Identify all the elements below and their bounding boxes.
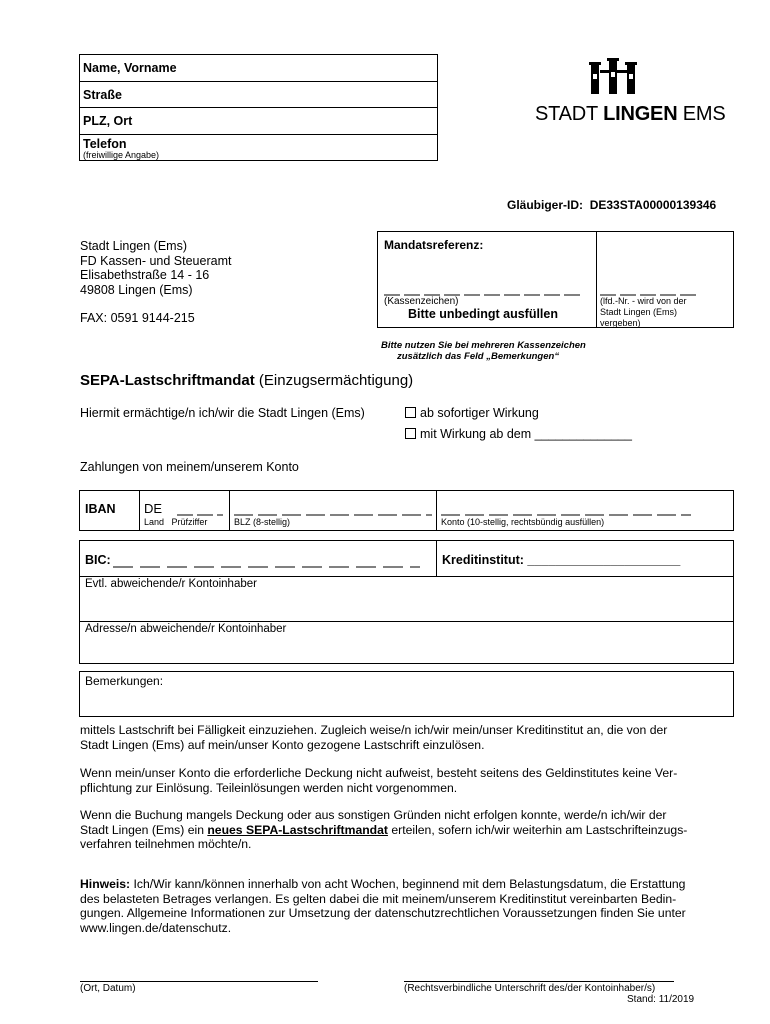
iban-box [79, 490, 734, 531]
bic-label: BIC: [85, 553, 111, 567]
country-code: DE [144, 501, 163, 516]
bic-box [79, 540, 734, 664]
collection-paragraph: mittels Lastschrift bei Fälligkeit einzuziehen. Zugleich weise/n ich/wir mein/unser Kreditinstitut an, die von der Stadt Lingen (Ems) auf mein/unser Konto gezogene Lastschrift einzulösen. [80, 723, 668, 752]
account-input[interactable] [441, 505, 691, 513]
kassenzeichen-label: (Kassenzeichen) [384, 296, 459, 307]
blz-input[interactable] [234, 505, 432, 513]
option-immediate[interactable]: ab sofortiger Wirkung [405, 406, 539, 420]
new-mandate-paragraph: Wenn die Buchung mangels Deckung oder aus sonstigen Gründen nicht erfolgen konnte, werde/n ich/wir der Stadt Lingen (Ems) ein neues SEPA-Lastschriftmandat erteilen, sofern ich/wir weiterhin am Lastschrifteinzugs- verfahren teilnehmen möchte/n. [80, 808, 688, 851]
personal-data-box [79, 54, 438, 161]
bic-input[interactable] [113, 557, 420, 565]
phone-label: Telefon [83, 137, 127, 151]
city-logo-text: STADT LINGEN EMS [535, 103, 726, 125]
mandate-label: Mandatsreferenz: [384, 238, 484, 252]
fill-note: Bitte unbedingt ausfüllen [408, 307, 558, 321]
notice-paragraph: Hinweis: Ich/Wir kann/können innerhalb von acht Wochen, beginnend mit dem Belastungsdatum, die Erstattung des belasteten Betrages verlangen. Es gelten dabei die mit meinem/unserem Kreditinstitut vereinbarten Bedin- gungen. Allgemeine Informationen zur Umsetzung der datenschutzrechtlichen Voraussetzungen finden Sie unter www.lingen.de/datenschutz. [80, 877, 686, 935]
coverage-paragraph: Wenn mein/unser Konto die erforderliche Deckung nicht aufweist, besteht seitens des Geldinstitutes keine Ver- pflichtung zur Einlösung. Teileinlösungen werden nicht vorgenommen. [80, 766, 678, 795]
new-mandate-emphasis: neues SEPA-Lastschriftmandat [207, 822, 388, 837]
signature-line[interactable] [404, 981, 674, 982]
remarks-box[interactable] [79, 671, 734, 717]
option-from-date[interactable]: mit Wirkung ab dem ______________ [405, 427, 632, 441]
name-field[interactable]: Name, Vorname [80, 55, 437, 82]
city-field[interactable]: PLZ, Ort [80, 108, 437, 135]
place-date-label: (Ort, Datum) [80, 983, 136, 994]
alt-owner-field[interactable]: Evtl. abweichende/r Kontoinhaber [85, 578, 257, 590]
bank-name-field[interactable]: Kreditinstitut: ______________________ [442, 553, 681, 567]
remarks-label: Bemerkungen: [85, 674, 164, 688]
blz-label: BLZ (8-stellig) [234, 517, 291, 527]
version-stamp: Stand: 11/2019 [627, 994, 695, 1005]
page-title: SEPA-Lastschriftmandat (Einzugsermächtigung) [80, 372, 414, 389]
checkbox-immediate[interactable] [405, 407, 416, 418]
country-check-labels: Land Prüfziffer [144, 517, 208, 527]
account-label: Konto (10-stellig, rechtsbündig ausfüllen) [441, 517, 605, 527]
recipient-address: Stadt Lingen (Ems) FD Kassen- und Steueramt Elisabethstraße 14 - 16 49808 Lingen (Ems) FAX: 0591 9144-215 [80, 239, 232, 325]
street-field[interactable]: Straße [80, 82, 437, 108]
phone-note: (freiwillige Angabe) [83, 150, 160, 160]
signature-label: (Rechtsverbindliche Unterschrift des/der Kontoinhaber/s) [404, 983, 656, 994]
creditor-id: Gläubiger-ID: DE33STA00000139346 [507, 198, 717, 212]
place-date-line[interactable] [80, 981, 318, 982]
kassenzeichen-input[interactable] [384, 286, 584, 296]
iban-label: IBAN [85, 502, 116, 516]
lfd-nr-field [600, 286, 700, 296]
phone-field[interactable] [80, 135, 437, 162]
check-digits-input[interactable] [177, 505, 223, 513]
authorize-text: Hiermit ermächtige/n ich/wir die Stadt Lingen (Ems) [80, 406, 365, 420]
mandate-hint: Bitte nutzen Sie bei mehreren Kassenzeichen zusätzlich das Feld „Bemerkungen“ [381, 340, 586, 362]
city-crest-icon [588, 56, 638, 96]
checkbox-from-date[interactable] [405, 428, 416, 439]
mandate-reference-box [377, 231, 734, 328]
payments-text: Zahlungen von meinem/unserem Konto [80, 460, 299, 474]
lfd-nr-note: (lfd.-Nr. - wird von der Stadt Lingen (Ems) vergeben) [600, 296, 687, 328]
alt-address-field[interactable]: Adresse/n abweichende/r Kontoinhaber [85, 623, 287, 635]
